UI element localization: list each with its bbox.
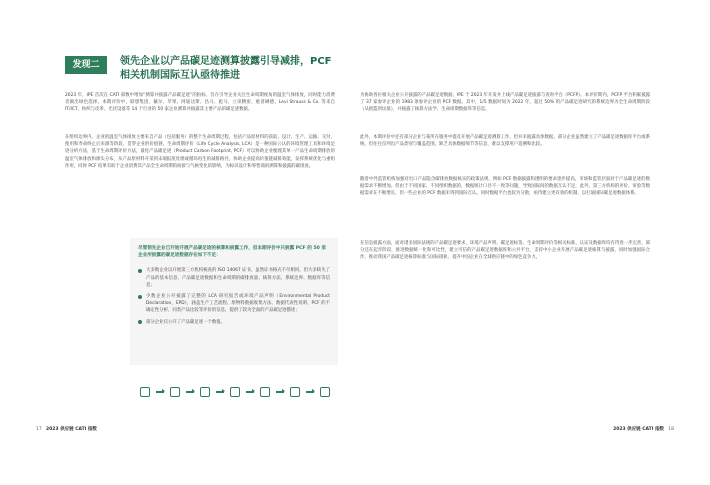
- right-paragraph-3: 随着中外监管机构加强对出口产品隐含碳排放数据核实的政策法规，例如 PCF 数据披露和透明的要求逐步提高。市场和监管层面对于产品碳足迹的数据需求不断增加。但由于不同国家、不同组织数据的，数据统计口径不一致等问题，导致国际间的数据互认不足，此外，第三方机构的评价、审验等数据需求在不断增长，但一些企业的 PCF 数据未得到国际互认。同时数据平台也较为分散，亟待建立更有效的机制，以打通国际碳足迹数据体系。: [360, 177, 650, 197]
- truck-icon: [170, 387, 180, 397]
- arrow-right-icon: [306, 391, 314, 392]
- bullet-text: 少数企业公开披露了完整的 LCA 研究报告或环境产品声明（Environmental Product Declaration，EPD），涵盖生产工艺流程、原物料数据收集方法、数据代表性说明、PCF 的不确定性分析、同类产品比较等评价的信息，提供了较为全面的产品碳足迹描述；: [146, 294, 330, 314]
- footer-right-title: 2023 供应链 CATI 指数: [613, 427, 664, 432]
- bullet-dot: [138, 320, 142, 324]
- footer-right: [613, 426, 674, 432]
- recycle-icon: [290, 387, 300, 397]
- arrow-right-icon: [156, 391, 164, 392]
- highlight-box-title: 尽管领先企业已开始开展产品碳足迹的核算和披露工作，但本期评价中只披露 PCF 的 50 家企业所披露的碳足迹数据存在如下不足：: [138, 246, 327, 259]
- right-paragraph-2: 此外，本期评价中还有部分企业与某所在服务中提及开展产品碳足迹测算工作，但并未披露具体数据。部分企业虽然建立了产品碳足迹数据库平台或系统，但往往仅列出产品类别与覆盖范围，缺乏具体数据细节等信息，难以支撑用户追溯和比较。: [360, 135, 650, 148]
- arrow-right-icon: [216, 391, 224, 392]
- bullet-text: 大多数企业以开展第三方机构核查的 ISO 14067 证书，虽然证书格式不尽相同，但大多缺失了产品的基本信息、产品碳足迹数据和生命周期的碳排放量、核算方法、系统边界、数据库等信息；: [146, 268, 330, 288]
- section-title: 领先企业以产品碳足迹测算披露引导减排，PCF相关机制国际互认亟待推进: [120, 56, 332, 81]
- bullet-text: 部分企业仅公开了产品碳足迹一个数值。: [146, 319, 226, 325]
- bullet-dot: [138, 295, 142, 299]
- lifecycle-icon-row: [140, 384, 330, 400]
- arrow-right-icon: [186, 391, 194, 392]
- shop-icon: [230, 387, 240, 397]
- bullet-item: [138, 267, 330, 289]
- left-paragraph-1: 2023 年，IPE 首次在 CATI 部数中增加“测算并披露产品碳足迹”的指标，旨在引导企业关注生命周期视角的温室气体排放，同时能力消费者做出绿色选择。本期评价中，联想集团、戴尔、苹果、阿迪达斯、昌马、彪马、立讯精密、惠普硒德、Levi Strauss & Co. 等来自 IT/ICT、纺织与皮革、光伏设备等 14 个行业的 50 家企业测算并披露其主要产品的碳足迹数据。: [65, 93, 335, 113]
- building-icon: [320, 387, 330, 397]
- footer-left-title: 2023 供应链 CATI 指数: [46, 427, 97, 432]
- left-paragraph-2: 在组织边界内，企业的温室气体排放主要来自产品（包括服务）的整个生命周期过程，包括产品原材料的获取、设计、生产、运输、交付、使用和寿命终止后来源等阶段，贯穿企业的价值链。生命周期评价（Life Cycle Analysis, LCA）是一种国际公认的环境管理工具和环境足迹分析方法，基于生命周期评价方法，量化产品碳足迹（Product Carbon Footprint, PCF）可以协助企业梳理其单一产品生命周期排放的温室气体排放和源头分布，从产品原材料开采到末端报废处理或循环再生的减排路径，协助企业提高价值链减排效能，发挥系统优化与重组作用，同时 PCF 结果有助于企业消费其产品全生命周期的间接与气候变化的影响，为标识设计和零售商的测算和披露的碳排放。: [65, 135, 335, 169]
- section-badge: 发现二: [65, 56, 107, 74]
- user-icon: [260, 387, 270, 397]
- arrow-right-icon: [246, 391, 254, 392]
- bullet-dot: [138, 269, 142, 273]
- bullet-item: [138, 293, 330, 315]
- footer-left-page: 17: [36, 427, 42, 432]
- highlight-bullets: [130, 259, 338, 325]
- right-paragraph-4: 在信息披露方面，面对诸多国际法规的产品碳足迹要求，环境产品声明、碳足迹标签、生命周期评价等相关标准、认证及数据库均有待进一步完善，部分还在起步阶段，推进数据统一化和可比性，建立可信的产品碳足迹数据库和公共平台，支持中小企业开展产品碳足迹核算与披露，同时加强国际合作，推动我国产品碳足迹核算标准与国际接轨，提升中国企业在全球供应链中的绿色竞争力。: [360, 241, 650, 261]
- factory-icon: [140, 387, 150, 397]
- bullet-item: [138, 319, 330, 326]
- box-icon: [200, 387, 210, 397]
- footer-right-page: 18: [668, 427, 674, 432]
- highlight-box: [130, 238, 338, 365]
- footer-left: [36, 426, 97, 432]
- arrow-right-icon: [276, 391, 284, 392]
- right-paragraph-1: 为协助各位相关企业公开披露的产品碳足迹数据，IPE 于 2023 年开发并上线产品碳足迹披露与查询平台（PCFP）。本评价期内，PCFP 平台积累披露了 37 家参评企业的 1983 条参评企业的 PCF 数据。其中，1/5 数据时间为 2022 年，超过 50% 的产品碳足迹研究的系统边界为全生命周期阶段（从摇篮到坟墓），并披露了核算方法学、生命周期数据库等信息。: [360, 93, 650, 113]
